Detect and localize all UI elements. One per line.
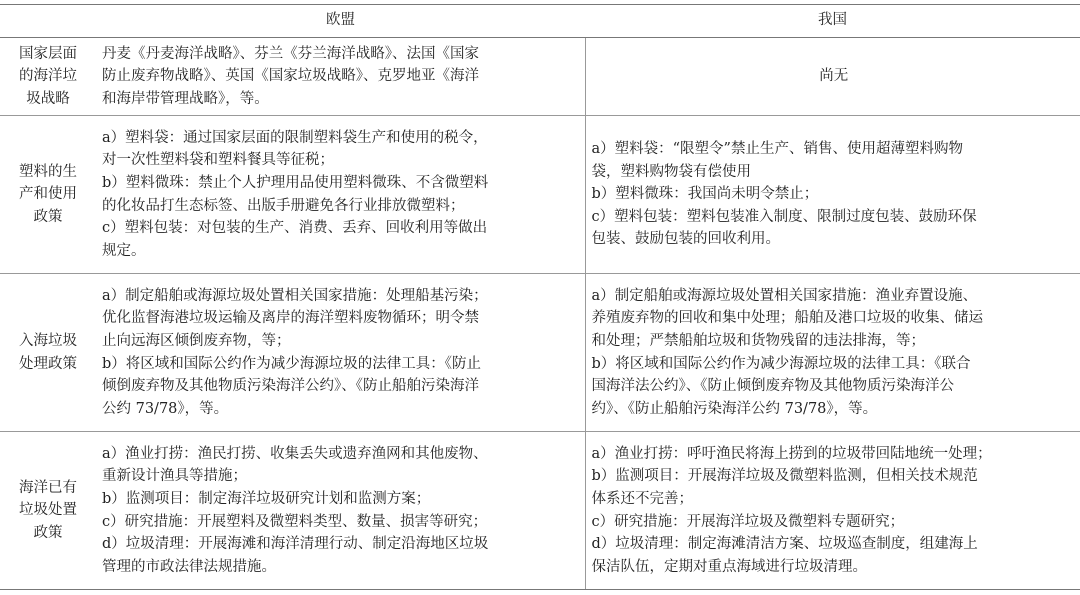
- cell-line: a）塑料袋：通过国家层面的限制塑料袋生产和使用的税令，: [102, 129, 488, 146]
- cell-line: 重新设计渔具等措施；: [102, 468, 247, 485]
- cell-line: b）塑料微珠：禁止个人护理用品使用塑料微珠、不含微塑料: [102, 174, 489, 191]
- eu-policy-cell: [96, 116, 585, 274]
- cell-line: b）将区域和国际公约作为减少海源垃圾的法律工具：《防止: [102, 355, 482, 372]
- category-line: 处理政策: [19, 355, 77, 372]
- cell-line: b）将区域和国际公约作为减少海源垃圾的法律工具：《联合: [591, 355, 971, 372]
- cell-line: 对一次性塑料袋和塑料餐具等征税；: [102, 152, 334, 169]
- row-category: [0, 274, 96, 432]
- category-line: 海洋已有: [19, 479, 77, 496]
- cell-line: 包装、鼓励包装的回收利用。: [591, 231, 780, 248]
- cell-line: 和处理；严禁船舶垃圾和货物残留的违法排海，等；: [591, 332, 925, 349]
- category-line: 政策: [33, 524, 63, 541]
- category-line: 产和使用: [19, 186, 77, 203]
- category-line: 垃圾处置: [19, 502, 77, 519]
- cell-line: c）研究措施：开展海洋垃圾及微塑料专题研究；: [591, 513, 905, 530]
- policy-comparison-table: [0, 4, 1080, 590]
- table-row-existing-debris-disposal-policy: [0, 432, 1080, 590]
- cn-policy-cell: [585, 274, 1080, 432]
- cell-line: b）塑料微珠：我国尚未明令禁止；: [591, 186, 819, 203]
- cell-line: 的化妆品打生态标签、出版手册避免各行业排放微塑料；: [102, 197, 465, 214]
- cell-line: 保洁队伍，定期对重点海域进行垃圾清理。: [591, 558, 867, 575]
- header-eu: 欧盟: [96, 5, 585, 38]
- row-category: [0, 116, 96, 274]
- table-row-plastic-production-policy: [0, 116, 1080, 274]
- cell-line: 约》、《防止船舶污染海洋公约 73/78》，等。: [591, 400, 878, 417]
- cell-line: 丹麦《丹麦海洋战略》、芬兰《芬兰海洋战略》、法国《国家: [102, 45, 479, 62]
- cell-line: 尚无: [819, 68, 849, 85]
- cell-line: 养殖废弃物的回收和集中处理；船舶及港口垃圾的收集、储运: [591, 310, 983, 327]
- cell-line: 倾倒废弃物及其他物质污染海洋公约》、《防止船舶污染海洋: [102, 378, 479, 395]
- eu-policy-cell: [96, 274, 585, 432]
- cell-line: a）制定船舶或海源垃圾处置相关国家措施：渔业弃置设施、: [591, 287, 978, 304]
- cell-line: 防止废弃物战略》、英国《国家垃圾战略》、克罗地亚《海洋: [102, 68, 479, 85]
- policy-comparison-table-wrapper: [0, 4, 1080, 590]
- cn-policy-cell: [585, 432, 1080, 590]
- row-category: [0, 432, 96, 590]
- cell-line: a）塑料袋：“限塑令”禁止生产、销售、使用超薄塑料购物: [591, 141, 963, 158]
- cell-line: c）研究措施：开展塑料及微塑料类型、数量、损害等研究；: [102, 513, 488, 530]
- category-line: 国家层面: [19, 45, 77, 62]
- cell-line: a）渔业打捞：呼吁渔民将海上捞到的垃圾带回陆地统一处理；: [591, 445, 992, 462]
- header-row: [0, 5, 1080, 38]
- category-line: 入海垃圾: [19, 332, 77, 349]
- cell-line: 优化监督海港垃圾运输及离岸的海洋塑料废物循环；明令禁: [102, 310, 479, 327]
- table-row-national-strategy: [0, 38, 1080, 116]
- header-blank: [0, 5, 96, 38]
- table-body: [0, 38, 1080, 590]
- category-line: 的海洋垃: [19, 68, 77, 85]
- eu-policy-cell: [96, 432, 585, 590]
- cell-line: c）塑料包装：对包装的生产、消费、丢弃、回收利用等做出: [102, 220, 488, 237]
- eu-policy-cell: [96, 38, 585, 116]
- category-line: 政策: [33, 208, 63, 225]
- cn-policy-cell: [585, 38, 1080, 116]
- cell-line: 体系还不完善；: [591, 490, 693, 507]
- cell-line: b）监测项目：制定海洋垃圾研究计划和监测方案；: [102, 490, 431, 507]
- cell-line: c）塑料包装：塑料包装准入制度、限制过度包装、鼓励环保: [591, 208, 977, 225]
- cell-line: 管理的市政法律法规措施。: [102, 558, 276, 575]
- cell-line: 袋，塑料购物袋有偿使用: [591, 163, 751, 180]
- header-cn: 我国: [585, 5, 1080, 38]
- category-line: 塑料的生: [19, 163, 77, 180]
- cell-line: 国海洋法公约》、《防止倾倒废弃物及其他物质污染海洋公: [591, 378, 954, 395]
- cell-line: a）渔业打捞：渔民打捞、收集丢失或遗弃渔网和其他废物、: [102, 445, 488, 462]
- cell-line: 规定。: [102, 242, 146, 259]
- cell-line: d）垃圾清理：制定海滩清洁方案、垃圾巡查制度，组建海上: [591, 536, 978, 553]
- cell-line: d）垃圾清理：开展海滩和海洋清理行动、制定沿海地区垃圾: [102, 536, 489, 553]
- row-category: [0, 38, 96, 116]
- cell-line: a）制定船舶或海源垃圾处置相关国家措施：处理船基污染；: [102, 287, 488, 304]
- cell-line: b）监测项目：开展海洋垃圾及微塑料监测，但相关技术规范: [591, 468, 978, 485]
- table-row-marine-debris-inflow-policy: [0, 274, 1080, 432]
- cell-line: 止向远海区倾倒废弃物，等；: [102, 332, 291, 349]
- cell-line: 和海岸带管理战略》，等。: [102, 90, 269, 107]
- cell-line: 公约 73/78》，等。: [102, 400, 229, 417]
- category-line: 圾战略: [26, 90, 70, 107]
- cn-policy-cell: [585, 116, 1080, 274]
